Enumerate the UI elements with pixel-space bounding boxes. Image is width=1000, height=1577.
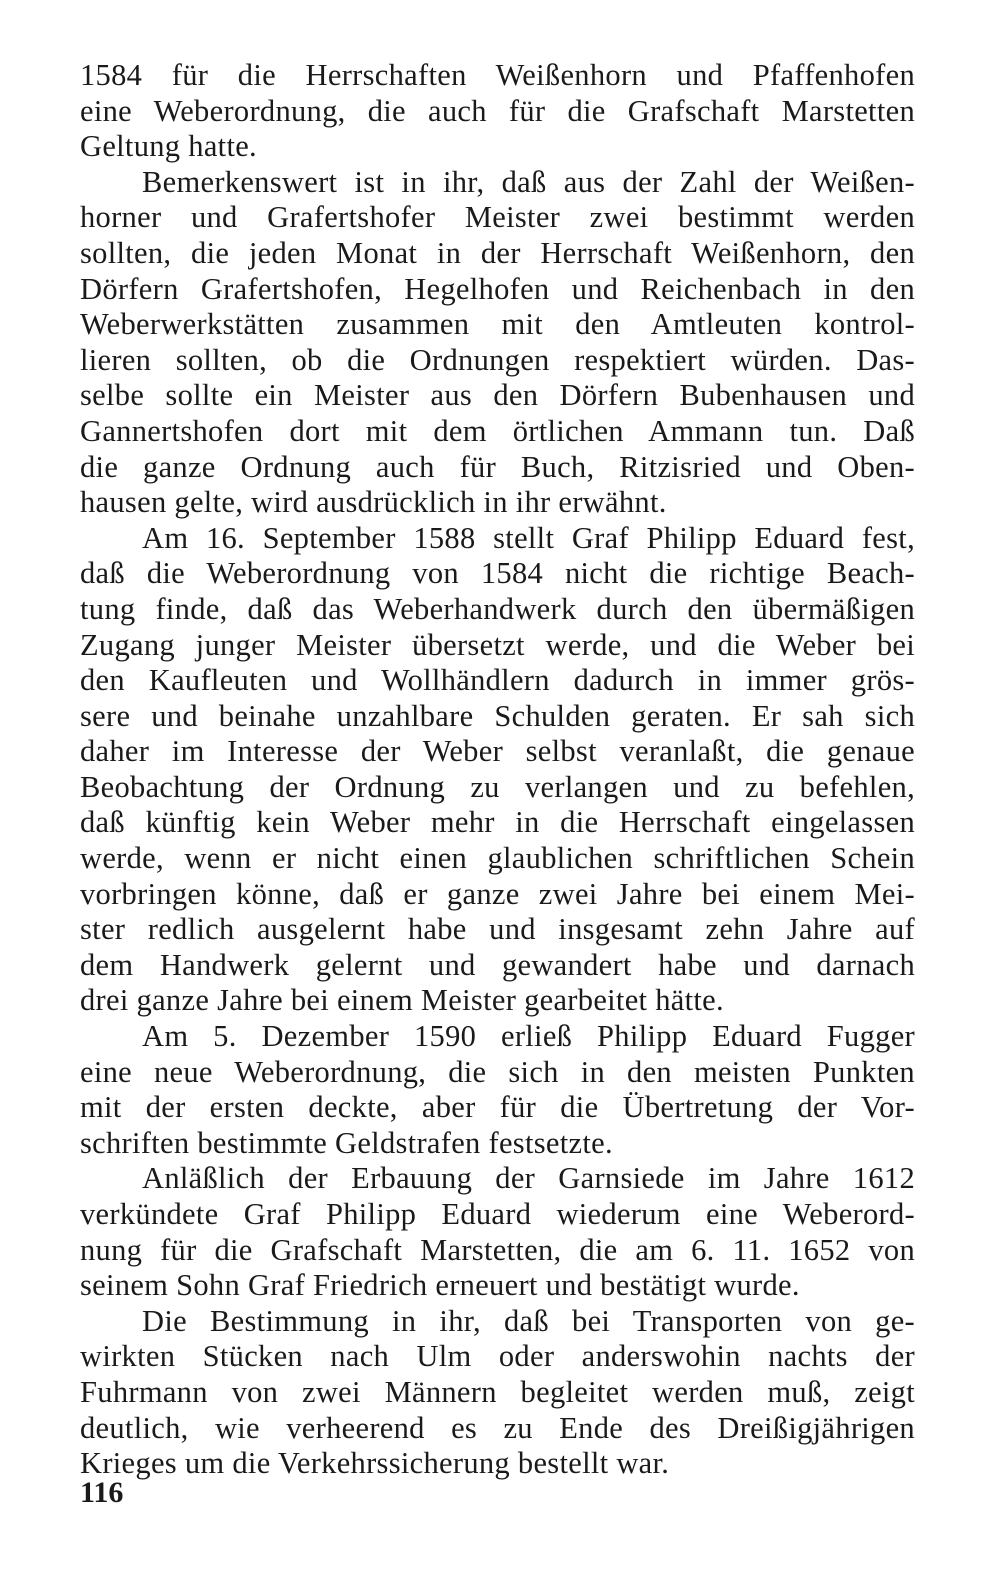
text-line-34: nung für die Grafschaft Marstetten, die am 6. 11. 1652 von <box>80 1232 915 1267</box>
text-line-15: daß die Weberordnung von 1584 nicht die richtige Beach- <box>80 556 915 591</box>
text-line-5: horner und Grafertshofer Meister zwei bestimmt werden <box>80 200 915 235</box>
text-line-8: Weberwerkstätten zusammen mit den Amtleuten kontrol- <box>80 307 915 342</box>
text-line-37: wirkten Stücken nach Ulm oder anderswohin nachts der <box>80 1339 915 1374</box>
text-line-22: daß künftig kein Weber mehr in die Herrschaft eingelassen <box>80 805 915 840</box>
text-line-3: Geltung hatte. <box>80 129 257 164</box>
text-line-29: eine neue Weberordnung, die sich in den meisten Punkten <box>80 1054 915 1089</box>
text-line-28: Am 5. Dezember 1590 erließ Philipp Eduard Fugger <box>142 1019 915 1054</box>
text-line-38: Fuhrmann von zwei Männern begleitet werden muß, zeigt <box>80 1374 915 1409</box>
text-line-18: den Kaufleuten und Wollhändlern dadurch in immer grös- <box>80 663 915 698</box>
text-line-1: 1584 für die Herrschaften Weißenhorn und Pfaffenhofen <box>80 58 915 92</box>
text-line-17: Zugang junger Meister übersetzt werde, und die Weber bei <box>80 627 915 662</box>
text-line-16: tung finde, daß das Weberhandwerk durch den übermäßigen <box>80 591 915 626</box>
text-line-27: drei ganze Jahre bei einem Meister gearbeitet hätte. <box>80 983 724 1018</box>
text-line-4: Bemerkenswert ist in ihr, daß aus der Zahl der Weißen- <box>142 164 915 199</box>
text-line-2: eine Weberordnung, die auch für die Grafschaft Marstetten <box>80 93 915 128</box>
text-line-19: sere und beinahe unzahlbare Schulden geraten. Er sah sich <box>80 698 915 733</box>
text-line-33: verkündete Graf Philipp Eduard wiederum eine Weberord- <box>80 1197 915 1231</box>
text-line-11: Gannertshofen dort mit dem örtlichen Ammann tun. Daß <box>80 413 915 448</box>
text-line-39: deutlich, wie verheerend es zu Ende des Dreißigjährigen <box>80 1410 915 1445</box>
text-line-9: lieren sollten, ob die Ordnungen respektiert würden. Das- <box>80 342 915 377</box>
text-line-26: dem Handwerk gelernt und gewandert habe und darnach <box>80 947 915 982</box>
text-line-36: Die Bestimmung in ihr, daß bei Transporten von ge- <box>142 1303 915 1338</box>
text-line-31: schriften bestimmte Geldstrafen festsetzte. <box>80 1125 613 1160</box>
text-line-20: daher im Interesse der Weber selbst veranlaßt, die genaue <box>80 734 915 769</box>
text-line-7: Dörfern Grafertshofen, Hegelhofen und Reichenbach in den <box>80 271 915 306</box>
text-line-21: Beobachtung der Ordnung zu verlangen und zu befehlen, <box>80 769 915 804</box>
text-line-6: sollten, die jeden Monat in der Herrschaft Weißenhorn, den <box>80 235 915 270</box>
page-text-body <box>80 58 915 1482</box>
text-line-35: seinem Sohn Graf Friedrich erneuert und bestätigt wurde. <box>80 1268 800 1303</box>
text-line-10: selbe sollte ein Meister aus den Dörfern Bubenhausen und <box>80 378 915 413</box>
text-line-32: Anläßlich der Erbauung der Garnsiede im Jahre 1612 <box>142 1161 915 1196</box>
text-line-14: Am 16. September 1588 stellt Graf Philipp Eduard fest, <box>142 520 915 555</box>
text-line-24: vorbringen könne, daß er ganze zwei Jahre bei einem Mei- <box>80 876 915 911</box>
text-line-23: werde, wenn er nicht einen glaublichen schriftlichen Schein <box>80 841 915 876</box>
text-line-13: hausen gelte, wird ausdrücklich in ihr erwähnt. <box>80 485 667 520</box>
text-line-30: mit der ersten deckte, aber für die Übertretung der Vor- <box>80 1090 915 1125</box>
text-line-25: ster redlich ausgelernt habe und insgesamt zehn Jahre auf <box>80 912 915 947</box>
page-number: 116 <box>80 1476 124 1509</box>
text-line-12: die ganze Ordnung auch für Buch, Ritzisried und Oben- <box>80 449 915 484</box>
text-line-40: Krieges um die Verkehrssicherung bestellt war. <box>80 1446 670 1481</box>
